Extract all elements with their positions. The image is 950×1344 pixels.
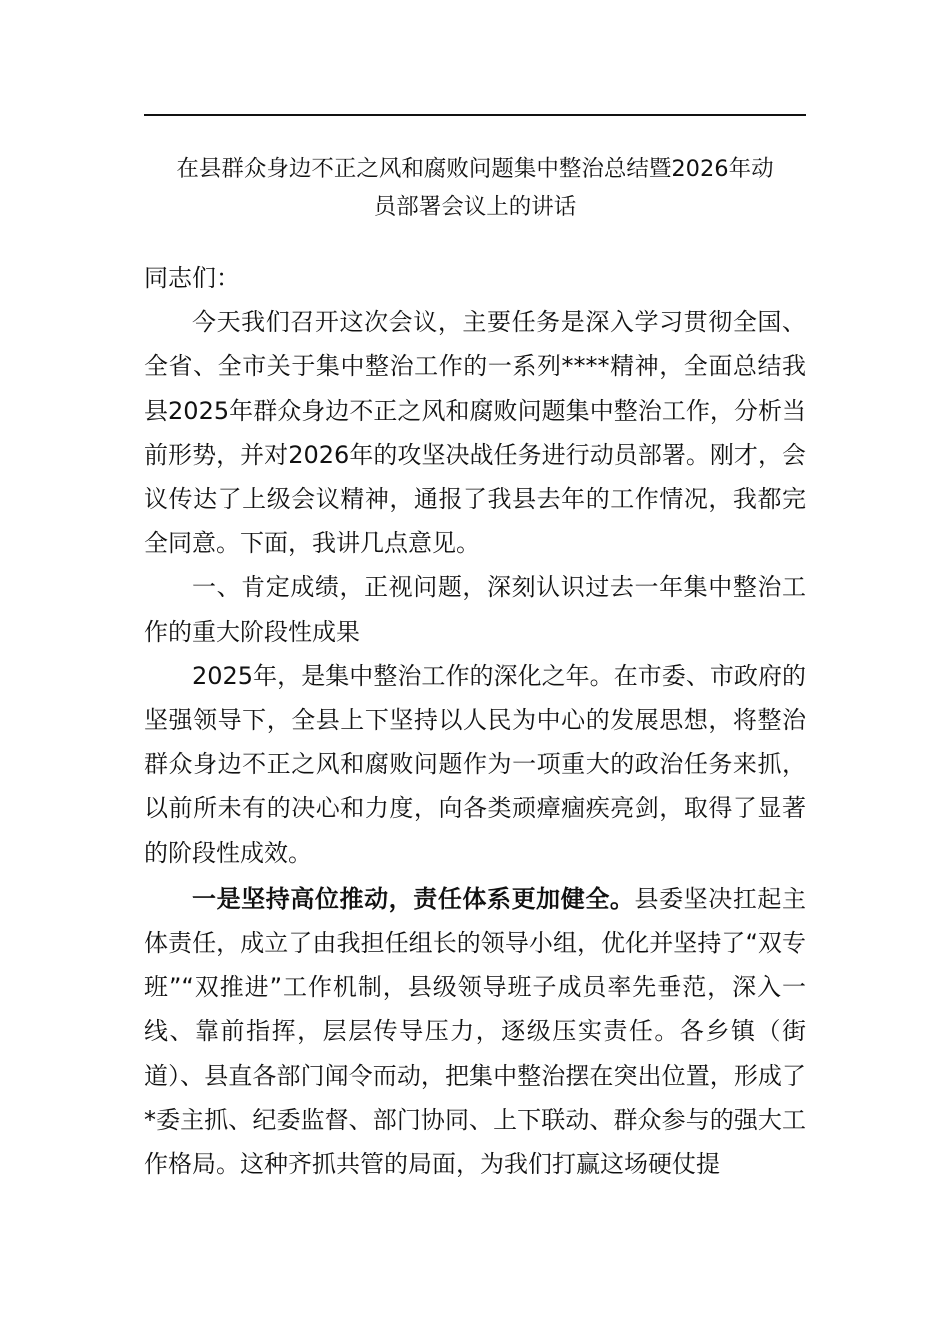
document-body: [144, 256, 806, 1186]
section-heading-1: 一、肯定成绩，正视问题，深刻认识过去一年集中整治工作的重大阶段性成果: [144, 573, 806, 646]
paragraph-achievements: 2025年，是集中整治工作的深化之年。在市委、市政府的坚强领导下，全县上下坚持以人民为中心的发展思想，将整治群众身边不正之风和腐败问题作为一项重大的政治任务来抓，以前所未有的决心和力度，向各类顽瘴痼疾亮剑，取得了显著的阶段性成效。: [144, 661, 806, 867]
title-line-1: 在县群众身边不正之风和腐败问题集中整治总结暨2026年动: [176, 156, 774, 182]
point-one-lead: 一是坚持高位推动，责任体系更加健全。: [192, 884, 635, 913]
document-title: [144, 150, 806, 226]
header-rule: [144, 114, 806, 116]
salutation: 同志们：: [144, 264, 240, 292]
paragraph-point-one: [144, 877, 806, 1186]
title-line-2: 员部署会议上的讲话: [373, 194, 577, 220]
point-one-body: 县委坚决扛起主体责任，成立了由我担任组长的领导小组，优化并坚持了“双专班”“双推进”工作机制，县级领导班子成员率先垂范，深入一线、靠前指挥，层层传导压力，逐级压实责任。各乡镇（街道）、县直各部门闻令而动，把集中整治摆在突出位置，形成了*委主抓、纪委监督、部门协同、上下联动、群众参与的强大工作格局。这种齐抓共管的局面，为我们打赢这场硬仗提: [144, 884, 806, 1179]
paragraph-opening: 今天我们召开这次会议，主要任务是深入学习贯彻全国、全省、全市关于集中整治工作的一系列****精神，全面总结我县2025年群众身边不正之风和腐败问题集中整治工作，分析当前形势，并对2026年的攻坚决战任务进行动员部署。刚才，会议传达了上级会议精神，通报了我县去年的工作情况，我都完全同意。下面，我讲几点意见。: [144, 308, 806, 558]
